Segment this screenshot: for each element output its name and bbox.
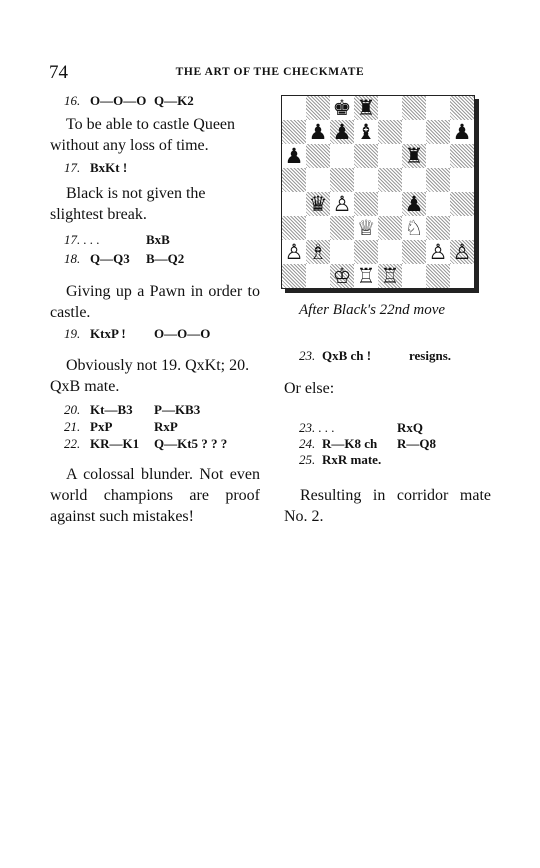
square-e5 <box>378 168 402 192</box>
move-number: 25. <box>299 452 316 467</box>
chess-piece: ♚ <box>332 96 352 120</box>
square-c4 <box>330 192 354 216</box>
move-number: 17. . . . <box>64 232 100 247</box>
diagram-shadow-bottom <box>285 289 479 293</box>
white-move: KR—K1 <box>90 436 140 451</box>
chess-piece: ♟ <box>404 192 424 216</box>
white-move: KtxP ! <box>90 326 126 341</box>
chess-piece: ♙ <box>332 192 352 216</box>
square-d4 <box>354 192 378 216</box>
chess-piece: ♖ <box>356 264 376 288</box>
square-h6 <box>450 144 474 168</box>
square-e3 <box>378 216 402 240</box>
square-b1 <box>306 264 330 288</box>
white-move: R—K8 ch <box>322 436 378 451</box>
move-19 <box>64 326 211 342</box>
square-h5 <box>450 168 474 192</box>
square-a1 <box>282 264 306 288</box>
move-number: 20. <box>64 402 81 417</box>
square-g7 <box>426 120 450 144</box>
square-h7 <box>450 120 474 144</box>
square-a2 <box>282 240 306 264</box>
white-move: RxR mate. <box>322 452 382 467</box>
black-move: R—Q8 <box>397 436 436 451</box>
move-number: 24. <box>299 436 316 451</box>
diagram-shadow-right <box>475 99 479 292</box>
black-move: resigns. <box>409 348 452 363</box>
diagram-caption: After Black's 22nd move <box>299 302 446 318</box>
move-number: 21. <box>64 419 81 434</box>
square-d5 <box>354 168 378 192</box>
square-f6 <box>402 144 426 168</box>
black-move: Q—Kt5 ? ? ? <box>154 436 228 451</box>
chess-piece: ♜ <box>356 96 376 120</box>
move-number: 23. . . . <box>299 420 335 435</box>
square-b6 <box>306 144 330 168</box>
square-e1 <box>378 264 402 288</box>
square-g6 <box>426 144 450 168</box>
chess-piece: ♙ <box>284 240 304 264</box>
square-g4 <box>426 192 450 216</box>
black-move: RxP <box>154 419 178 434</box>
square-e7 <box>378 120 402 144</box>
running-title: THE ART OF THE CHECKMATE <box>175 66 365 78</box>
chess-piece: ♝ <box>356 120 376 144</box>
square-h8 <box>450 96 474 120</box>
square-d2 <box>354 240 378 264</box>
square-b3 <box>306 216 330 240</box>
chess-piece: ♜ <box>404 144 424 168</box>
square-h2 <box>450 240 474 264</box>
square-c8 <box>330 96 354 120</box>
square-f5 <box>402 168 426 192</box>
square-d6 <box>354 144 378 168</box>
chess-piece: ♔ <box>332 264 352 288</box>
square-a3 <box>282 216 306 240</box>
chess-piece: ♛ <box>308 192 328 216</box>
square-d8 <box>354 96 378 120</box>
move-number: 18. <box>64 251 81 266</box>
white-move: QxB ch ! <box>322 348 372 363</box>
square-h1 <box>450 264 474 288</box>
chess-piece: ♗ <box>308 240 328 264</box>
chess-piece: ♕ <box>356 216 376 240</box>
square-b2 <box>306 240 330 264</box>
square-f2 <box>402 240 426 264</box>
square-a8 <box>282 96 306 120</box>
square-f8 <box>402 96 426 120</box>
chess-piece: ♟ <box>284 144 304 168</box>
paragraph-2: Black is not given the slightest break. <box>50 185 206 223</box>
square-a5 <box>282 168 306 192</box>
square-f1 <box>402 264 426 288</box>
white-move: Q—Q3 <box>90 251 130 266</box>
square-g1 <box>426 264 450 288</box>
paragraph-4: Obviously not 19. QxKt; 20. QxB mate. <box>50 357 250 395</box>
paragraph-3: Giving up a Pawn in order to castle. <box>50 283 260 321</box>
white-move: O—O—O <box>90 93 147 108</box>
square-d7 <box>354 120 378 144</box>
square-a7 <box>282 120 306 144</box>
black-move: BxB <box>146 232 170 247</box>
chess-piece: ♟ <box>332 120 352 144</box>
move-24 <box>299 436 436 452</box>
black-move: B—Q2 <box>146 251 185 266</box>
square-b7 <box>306 120 330 144</box>
chess-piece: ♙ <box>452 240 472 264</box>
square-h3 <box>450 216 474 240</box>
square-g2 <box>426 240 450 264</box>
move-number: 19. <box>64 326 81 341</box>
square-c6 <box>330 144 354 168</box>
move-22 <box>64 436 228 452</box>
chess-piece: ♟ <box>452 120 472 144</box>
square-g8 <box>426 96 450 120</box>
black-move: O—O—O <box>154 326 211 341</box>
chess-piece: ♙ <box>428 240 448 264</box>
paragraph-5: A colossal blunder. Not even world champions are proof against such mistakes! <box>50 466 260 525</box>
square-b5 <box>306 168 330 192</box>
square-e4 <box>378 192 402 216</box>
square-a4 <box>282 192 306 216</box>
square-f4 <box>402 192 426 216</box>
move-20 <box>64 402 201 418</box>
square-a6 <box>282 144 306 168</box>
square-e2 <box>378 240 402 264</box>
paragraph-1: To be able to castle Queen without any loss of time. <box>50 116 236 154</box>
white-move: PxP <box>90 419 113 434</box>
square-h4 <box>450 192 474 216</box>
white-move: Kt—B3 <box>90 402 133 417</box>
move-23-black <box>299 420 423 436</box>
square-e8 <box>378 96 402 120</box>
move-18 <box>64 251 185 267</box>
chess-piece: ♘ <box>404 216 424 240</box>
black-move: RxQ <box>397 420 423 435</box>
square-c5 <box>330 168 354 192</box>
move-number: 23. <box>299 348 316 363</box>
paragraph-6: Resulting in corridor mate No. 2. <box>284 487 491 525</box>
move-17 <box>64 160 128 176</box>
square-f3 <box>402 216 426 240</box>
square-g3 <box>426 216 450 240</box>
move-16 <box>64 93 194 109</box>
square-g5 <box>426 168 450 192</box>
black-move: Q—K2 <box>154 93 194 108</box>
square-d1 <box>354 264 378 288</box>
square-c2 <box>330 240 354 264</box>
or-else-text: Or else: <box>284 380 335 397</box>
chess-piece: ♖ <box>380 264 400 288</box>
page-number: 74 <box>49 62 68 83</box>
move-23 <box>299 348 452 364</box>
square-b8 <box>306 96 330 120</box>
white-move: BxKt ! <box>90 160 128 175</box>
square-c3 <box>330 216 354 240</box>
chess-piece: ♟ <box>308 120 328 144</box>
move-number: 17. <box>64 160 81 175</box>
move-number: 22. <box>64 436 81 451</box>
move-number: 16. <box>64 93 81 108</box>
square-c1 <box>330 264 354 288</box>
square-c7 <box>330 120 354 144</box>
move-25 <box>299 452 382 468</box>
black-move: P—KB3 <box>154 402 201 417</box>
chess-board <box>281 95 475 289</box>
square-d3 <box>354 216 378 240</box>
square-f7 <box>402 120 426 144</box>
square-b4 <box>306 192 330 216</box>
move-17-black <box>64 232 170 248</box>
move-21 <box>64 419 178 435</box>
square-e6 <box>378 144 402 168</box>
